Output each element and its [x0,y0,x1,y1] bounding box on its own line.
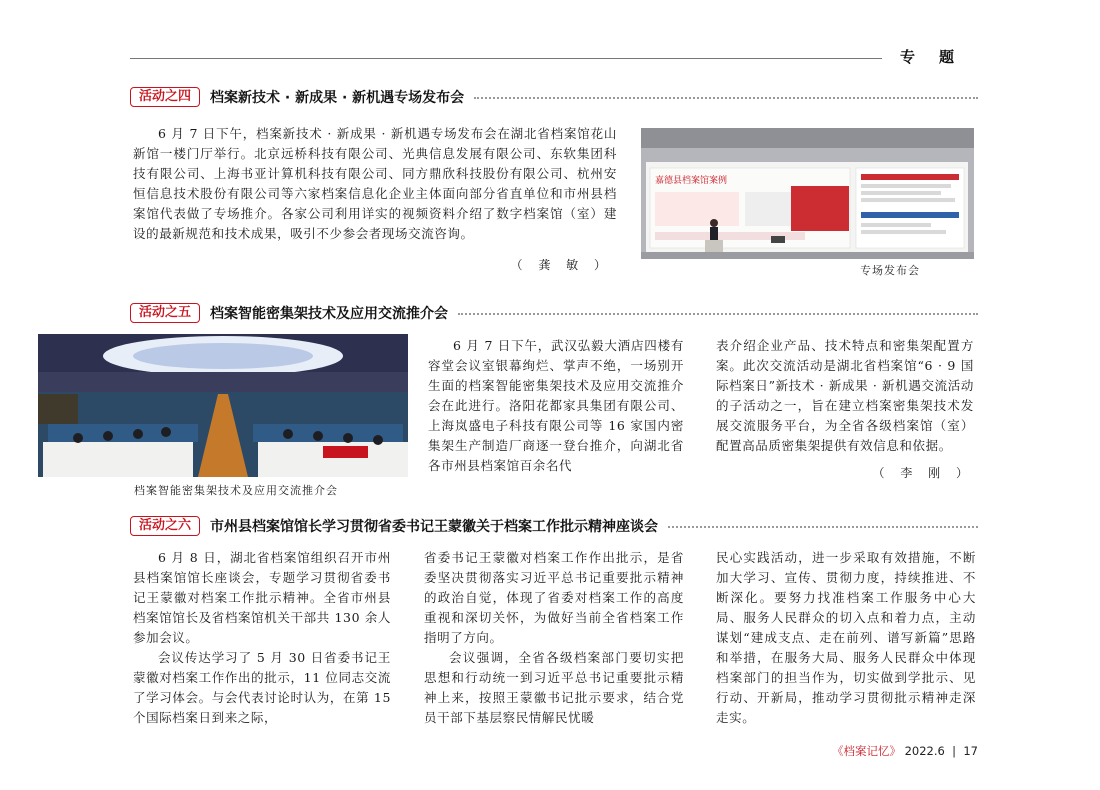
header-rule [130,58,882,59]
page-footer [832,743,978,759]
section-header-label: 专题 [899,48,978,66]
section4-author: （ 龚 敏 ） [510,258,612,272]
section6-col1-para1: 6 月 8 日，湖北省档案馆组织召开市州县档案馆馆长座谈会，专题学习贯彻省委书记王蒙徽对档案工作批示精神。全省市州县档案馆馆长及省档案馆机关干部共 130 余人参加会议。 [133,550,391,645]
section5-author: （ 李 刚 ） [872,466,974,480]
section5-heading [130,302,978,324]
section6-col2-para1: 省委书记王蒙徽对档案工作作出批示，是省委坚决贯彻落实习近平总书记重要批示精神的政治自觉，体现了省委对档案工作的高度重视和深切关怀，为做好当前全省档案工作指明了方向。 [424,550,684,645]
footer-issue: 2022.6 [904,744,945,758]
section6-heading [130,515,978,537]
footer-separator: | [948,744,960,758]
section4-dotted-rule [474,97,978,99]
section5-tag: 活动之五 [130,303,200,323]
section6-col3-para1: 民心实践活动，进一步采取有效措施，不断加大学习、宣传、贯彻力度，持续推进、不断深化。要努力找准档案工作服务中心大局、服务人民群众的切入点和着力点，主动谋划“建成支点、走在前列、谱写新篇”思路和举措，在服务大局、服务人民群众中体现档案部门的担当作为，切实做到学批示、见行动、开新局，推动学习贯彻批示精神走深走实。 [716,550,976,725]
section4-title: 档案新技术 · 新成果 · 新机遇专场发布会 [210,90,465,106]
section4-heading [130,86,978,108]
section6-tag: 活动之六 [130,516,200,536]
slide-title: 嘉德县档案馆案例 [655,176,728,186]
section4-body: 6 月 7 日下午，档案新技术 · 新成果 · 新机遇专场发布会在湖北省档案馆花山新馆一楼门厅举行。北京远桥科技有限公司、光典信息发展有限公司、东软集团科技有限公司、上海书亚计算机科技有限公司、同方鼎欣科技股份有限公司、杭州安恒信息技术股份有限公司等六家档案信息化企业主体面向部分省直单位和市州县档案馆代表做了专场推介。各家公司利用详实的视频资料介绍了数字档案馆（室）建设的最新规范和技术成果，吸引不少参会者现场交流咨询。 [133,126,617,241]
section6-col2 [424,548,684,728]
section6-dotted-rule [668,526,978,528]
section5-title: 档案智能密集架技术及应用交流推介会 [210,306,449,322]
section4-photo-caption: 专场发布会 [860,264,920,277]
section6-col2-para2: 会议强调，全省各级档案部门要切实把思想和行动统一到习近平总书记重要批示精神上来，按照王蒙徽书记批示要求，结合党员干部下基层察民情解民忧暖 [424,650,684,725]
footer-brand: 《档案记忆》 [831,744,901,758]
section5-body-col2: 表介绍企业产品、技术特点和密集架配置方案。此次交流活动是湖北省档案馆“6 · 9 国际档案日”新技术 · 新成果 · 新机遇交流活动的子活动之一，旨在建立档案密集架技术发展交流服务平台，为全省各级档案馆（室）配置高品质密集架提供有效信息和依据。 [716,338,974,453]
footer-page-number: 17 [963,744,978,758]
section4-tag: 活动之四 [130,87,200,107]
section6-title: 市州县档案馆馆长学习贯彻省委书记王蒙徽关于档案工作批示精神座谈会 [210,519,659,535]
section6-col1 [133,548,391,728]
section5-photo [38,334,408,477]
section5-body-col1: 6 月 7 日下午，武汉弘毅大酒店四楼有容堂会议室银幕绚烂、掌声不绝，一场别开生面的档案智能密集架技术及应用交流推介会在此进行。洛阳花都家具集团有限公司、上海岚盛电子科技有限公司等 16 家国内密集架生产制造厂商逐一登台推介，向湖北省各市州县档案馆百余名代 [428,338,684,473]
section5-dotted-rule [458,313,978,315]
section6-col1-para2: 会议传达学习了 5 月 30 日省委书记王蒙徽对档案工作作出的批示，11 位同志交流了学习体会。与会代表讨论时认为，在第 15 个国际档案日到来之际， [133,650,391,725]
section4-photo [641,128,974,259]
section6-col3 [716,548,976,728]
section5-photo-caption: 档案智能密集架技术及应用交流推介会 [134,484,338,497]
